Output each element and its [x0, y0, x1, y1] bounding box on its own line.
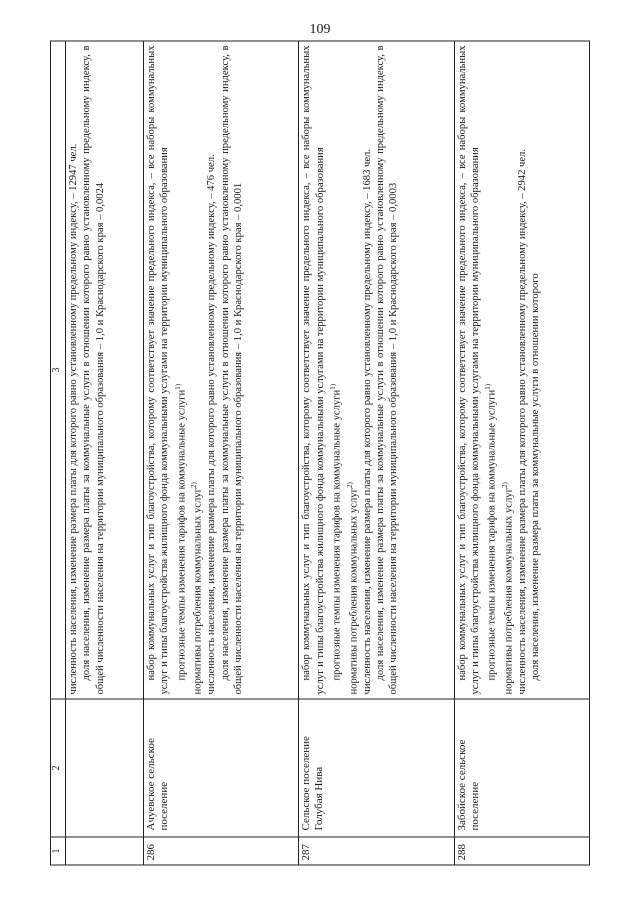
paragraph: численность населения, изменение размера платы для которого равно установленному предельному индексу, – 12947 чел. [68, 143, 79, 694]
row-number-cell [66, 837, 144, 865]
paragraph-text: нормативы потребления коммунальных услуг [192, 487, 204, 694]
paragraph: доля населения, изменение размера платы за коммунальные услуги в отношении которого [530, 272, 542, 680]
footnote-mark: 1) [173, 383, 182, 390]
footnote-mark: 1) [328, 383, 337, 390]
header-col-1: 1 [51, 837, 66, 865]
paragraph [188, 45, 205, 694]
rotated-table-container [50, 40, 590, 865]
table-row [454, 41, 589, 865]
paragraph: численность населения, изменение размера платы для которого равно установленному предельному индексу, – 476 чел. [206, 153, 218, 694]
paragraph-text: нормативы потребления коммунальных услуг [503, 487, 515, 694]
paragraph [172, 45, 189, 694]
header-col-3: 3 [51, 41, 66, 699]
paragraph [499, 45, 516, 694]
settlement-name: Ачуевское сельское поселение [144, 699, 299, 837]
table-row [299, 41, 454, 865]
row-number: 288 [454, 837, 589, 865]
paragraph: численность населения, изменение размера платы для которого равно установленному предельному индексу, – 2942 чел. [516, 148, 528, 694]
paragraph: доля населения, изменение размера платы за коммунальные услуги в отношении которого равно установленному предельному индексу, в общей численности населения на территории муниципального образования – 1,0 и Краснодарского края – 0,0024 [81, 45, 106, 694]
description-cell [66, 41, 144, 699]
paragraph: доля населения, изменение размера платы за коммунальные услуги в отношении которого равно установленному предельному индексу, в общей численности населения на территории муниципального образования – 1,0 и Краснодарского края – 0,0001 [219, 45, 244, 694]
paragraph: набор коммунальных услуг и тип благоустройства, которому соответствует значение предельного индекса, – все наборы коммунальных услуг и типы благоустройства жилищного фонда коммунальными услугами на территории муниципального образования [456, 45, 481, 694]
paragraph: набор коммунальных услуг и тип благоустройства, которому соответствует значение предельного индекса, – все наборы коммунальных услуг и типы благоустройства жилищного фонда коммунальными услугами на территории муниципального образования [146, 45, 171, 694]
footnote-mark: 1) [484, 383, 493, 390]
paragraph: доля населения, изменение размера платы за коммунальные услуги в отношении которого равно установленному предельному индексу, в общей численности населения на территории муниципального образования – 1,0 и Краснодарского края – 0,0003 [374, 45, 400, 694]
paragraph-text: прогнозные темпы изменения тарифов на коммунальные услуги [176, 389, 188, 680]
paragraph: набор коммунальных услуг и тип благоустройства, которому соответствует значение предельного индекса, – все наборы коммунальных услуг и типы благоустройства жилищного фонда коммунальными услугами на территории муниципального образования [301, 45, 326, 694]
settlement-name: Забойское сельское поселение [454, 699, 589, 837]
description-cell [454, 41, 589, 699]
row-number: 286 [144, 837, 299, 865]
name-cell [66, 699, 144, 837]
footnote-mark: 2) [345, 481, 354, 488]
footnote-mark: 2) [190, 481, 199, 488]
description-cell [144, 41, 299, 699]
paragraph [327, 45, 344, 694]
header-col-2: 2 [51, 699, 66, 837]
settlement-name: Сельское поселение Голубая Нива [299, 699, 454, 837]
paragraph-text: прогнозные темпы изменения тарифов на коммунальные услуги [486, 389, 498, 680]
paragraph [482, 45, 499, 694]
row-number: 287 [299, 837, 454, 865]
index-table [50, 40, 590, 865]
paragraph-text: прогнозные темпы изменения тарифов на коммунальные услуги [331, 389, 343, 680]
header-row [51, 41, 66, 865]
paragraph [344, 45, 361, 694]
footnote-mark: 2) [501, 481, 510, 488]
page-number: 109 [309, 22, 331, 37]
paragraph: численность населения, изменение размера платы для которого равно установленному предельному индексу, – 1683 чел. [361, 148, 373, 694]
description-cell [299, 41, 454, 699]
table-row [144, 41, 299, 865]
continuation-row [66, 41, 144, 865]
paragraph-text: нормативы потребления коммунальных услуг [348, 487, 360, 694]
